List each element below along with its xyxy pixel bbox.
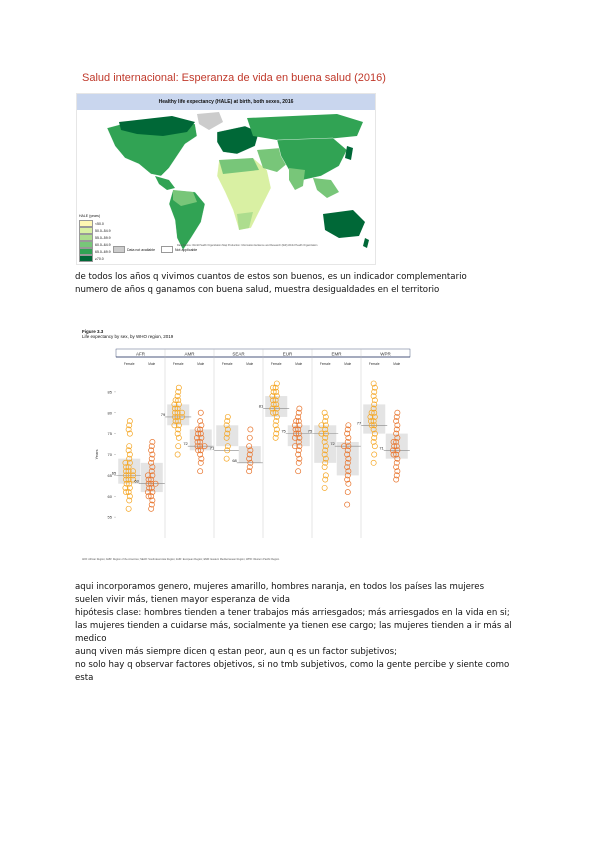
- sex-label-female: Female: [172, 362, 184, 366]
- legend-row: [79, 234, 111, 241]
- median-label: 71: [379, 445, 384, 451]
- data-point: [345, 502, 350, 507]
- legend-swatch: [79, 241, 93, 248]
- data-point: [247, 435, 252, 440]
- median-label: 72: [183, 441, 188, 447]
- legend-title: HALE (years): [79, 214, 101, 218]
- data-point: [322, 485, 327, 490]
- text-line: medico: [75, 634, 107, 644]
- legend-swatch: [79, 220, 93, 227]
- data-point: [126, 506, 131, 511]
- sex-label-female: Female: [270, 362, 282, 366]
- iqr-band: [216, 425, 238, 446]
- data-point: [224, 456, 229, 461]
- median-label: 68: [232, 457, 237, 463]
- legend-swatch: [79, 234, 93, 241]
- text-line: de todos los años q vivimos cuantos de estos son buenos, es un indicador complementario: [75, 272, 467, 282]
- legend-row: [79, 241, 111, 248]
- legend-label: 65.0–69.9: [95, 249, 111, 254]
- region-label: WPR: [380, 351, 391, 357]
- data-point: [296, 469, 301, 474]
- legend-label: <50.0: [95, 221, 104, 226]
- sex-label-female: Female: [368, 362, 380, 366]
- map-footer: Data Source: World Health Organization Map Production: Information Evidence and Research (IER) World Health Organization: [177, 244, 318, 247]
- figure-title: [82, 329, 173, 339]
- text-line: las mujeres tienden a cuidarse más, socialmente ya tienen ese cargo; las mujeres tienden a ir más al: [75, 621, 512, 631]
- text-line: no solo hay q observar factores objetivos, si no tmb subjetivos, como la gente percibe y siente como: [75, 660, 510, 670]
- legend-label: Data not available: [127, 247, 156, 252]
- median-label: 77: [356, 420, 362, 426]
- y-tick-label: 65: [107, 472, 112, 478]
- region-label: EMR: [331, 351, 342, 357]
- region-label: EUR: [282, 351, 293, 357]
- paragraph-2: [75, 581, 512, 685]
- data-point: [345, 489, 350, 494]
- y-tick-label: 85: [107, 389, 112, 395]
- data-point: [248, 427, 253, 432]
- legend-swatch: [79, 227, 93, 234]
- map-header: Healthy life expectancy (HALE) at birth, both sexes, 2016: [77, 94, 375, 110]
- y-tick-label: 70: [107, 452, 112, 457]
- median-label: 63: [134, 478, 139, 484]
- median-label: 72: [330, 441, 335, 447]
- life-expectancy-chart: [82, 345, 414, 550]
- iqr-band: [363, 404, 385, 433]
- median-label: 75: [281, 428, 286, 434]
- median-label: 75: [307, 428, 313, 434]
- legend-swatch: [79, 248, 93, 255]
- chart-svg: [82, 345, 414, 550]
- legend-label: ≥70.0: [95, 256, 104, 261]
- sex-label-male: Male: [148, 362, 156, 366]
- text-line: esta: [75, 673, 94, 683]
- region-label: AMR: [184, 351, 195, 357]
- world-map-figure: [76, 93, 376, 265]
- figure-footnote: AFR: African Region; AMR: Region of the Americas; SEAR: South-East Asia Region; EUR: European Region; EMR: Eastern Mediterranean Region; WPR: Western Pacific Region.: [82, 558, 280, 561]
- data-point: [176, 444, 181, 449]
- legend-row: [79, 220, 111, 227]
- y-tick-label: 75: [107, 431, 112, 437]
- legend-row: [79, 248, 111, 255]
- figure-caption: Life expectancy by sex, by WHO region, 2019: [82, 334, 174, 339]
- legend-label: 55.0–59.9: [95, 235, 111, 240]
- y-tick-label: 60: [107, 493, 112, 499]
- sex-label-male: Male: [246, 362, 254, 366]
- sex-label-male: Male: [197, 362, 205, 366]
- sex-label-female: Female: [123, 362, 135, 366]
- median-label: 79: [160, 411, 166, 417]
- legend-swatch: [79, 255, 93, 262]
- world-map: [77, 110, 375, 264]
- sex-label-male: Male: [393, 362, 401, 366]
- legend-label: 60.0–64.9: [95, 242, 111, 247]
- paragraph-1: [75, 271, 467, 297]
- data-point: [198, 410, 203, 415]
- iqr-band: [265, 396, 287, 417]
- data-point: [175, 452, 180, 457]
- region-label: SEAR: [232, 351, 245, 357]
- median-label: 65: [111, 470, 117, 476]
- sex-label-male: Male: [344, 362, 352, 366]
- median-label: 81: [258, 403, 264, 409]
- y-axis-label: Years: [94, 449, 99, 460]
- slide-title: Salud internacional: Esperanza de vida en buena salud (2016): [82, 72, 386, 84]
- text-line: hipótesis clase: hombres tienden a tener trabajos más arriesgados; más arriesgados en la vida en si;: [75, 608, 510, 618]
- legend-row: [79, 227, 111, 234]
- figure-number: Figure 3.3: [82, 329, 104, 334]
- text-line: aunq viven más siempre dicen q estan peor, aun q es un factor subjetivos;: [75, 647, 397, 657]
- text-line: aqui incorporamos genero, mujeres amarillo, hombres naranja, en todos los países las mujeres: [75, 582, 485, 592]
- legend-label: Not applicable: [175, 247, 198, 252]
- sex-label-female: Female: [319, 362, 331, 366]
- legend-na: [113, 246, 197, 253]
- y-tick-label: 55: [107, 514, 112, 520]
- median-label: 71: [209, 445, 215, 451]
- text-line: suelen vivir más, tienen mayor esperanza de vida: [75, 595, 290, 605]
- sex-label-female: Female: [221, 362, 233, 366]
- data-point: [372, 452, 377, 457]
- data-point: [371, 460, 376, 465]
- legend-row: [79, 255, 111, 262]
- y-tick-label: 80: [107, 410, 112, 416]
- legend-swatch: [113, 246, 125, 253]
- map-legend: [79, 214, 111, 262]
- data-point: [198, 469, 203, 474]
- iqr-band: [288, 425, 310, 446]
- region-label: AFR: [136, 351, 145, 357]
- text-line: numero de años q ganamos con buena salud, muestra desigualdades en el territorio: [75, 285, 440, 295]
- legend-label: 50.0–54.9: [95, 228, 111, 233]
- map-russia: [247, 114, 363, 140]
- sex-label-male: Male: [295, 362, 303, 366]
- iqr-band: [337, 442, 359, 475]
- legend-swatch: [161, 246, 173, 253]
